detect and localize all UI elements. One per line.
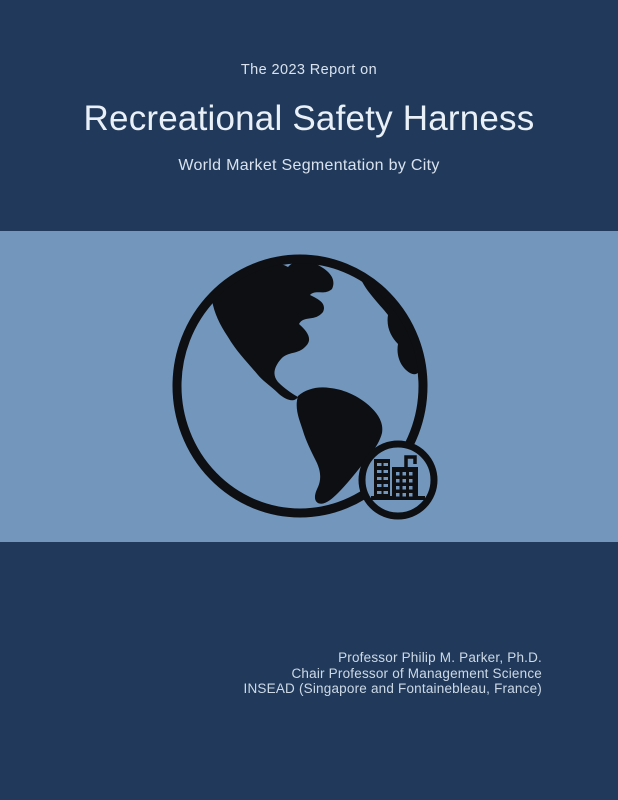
author-affiliation: INSEAD (Singapore and Fontainebleau, France) [243,681,542,696]
globe-americas-icon [160,245,460,545]
author-title: Chair Professor of Management Science [291,665,542,681]
author-name: Professor Philip M. Parker, Ph.D. [338,650,542,665]
city-badge-icon [362,444,434,516]
report-line: The 2023 Report on [240,62,378,78]
page-subtitle: World Market Segmentation by City [178,157,440,174]
globe-svg [160,245,460,545]
author-block [244,650,542,697]
page-title: Recreational Safety Harness [83,99,535,138]
